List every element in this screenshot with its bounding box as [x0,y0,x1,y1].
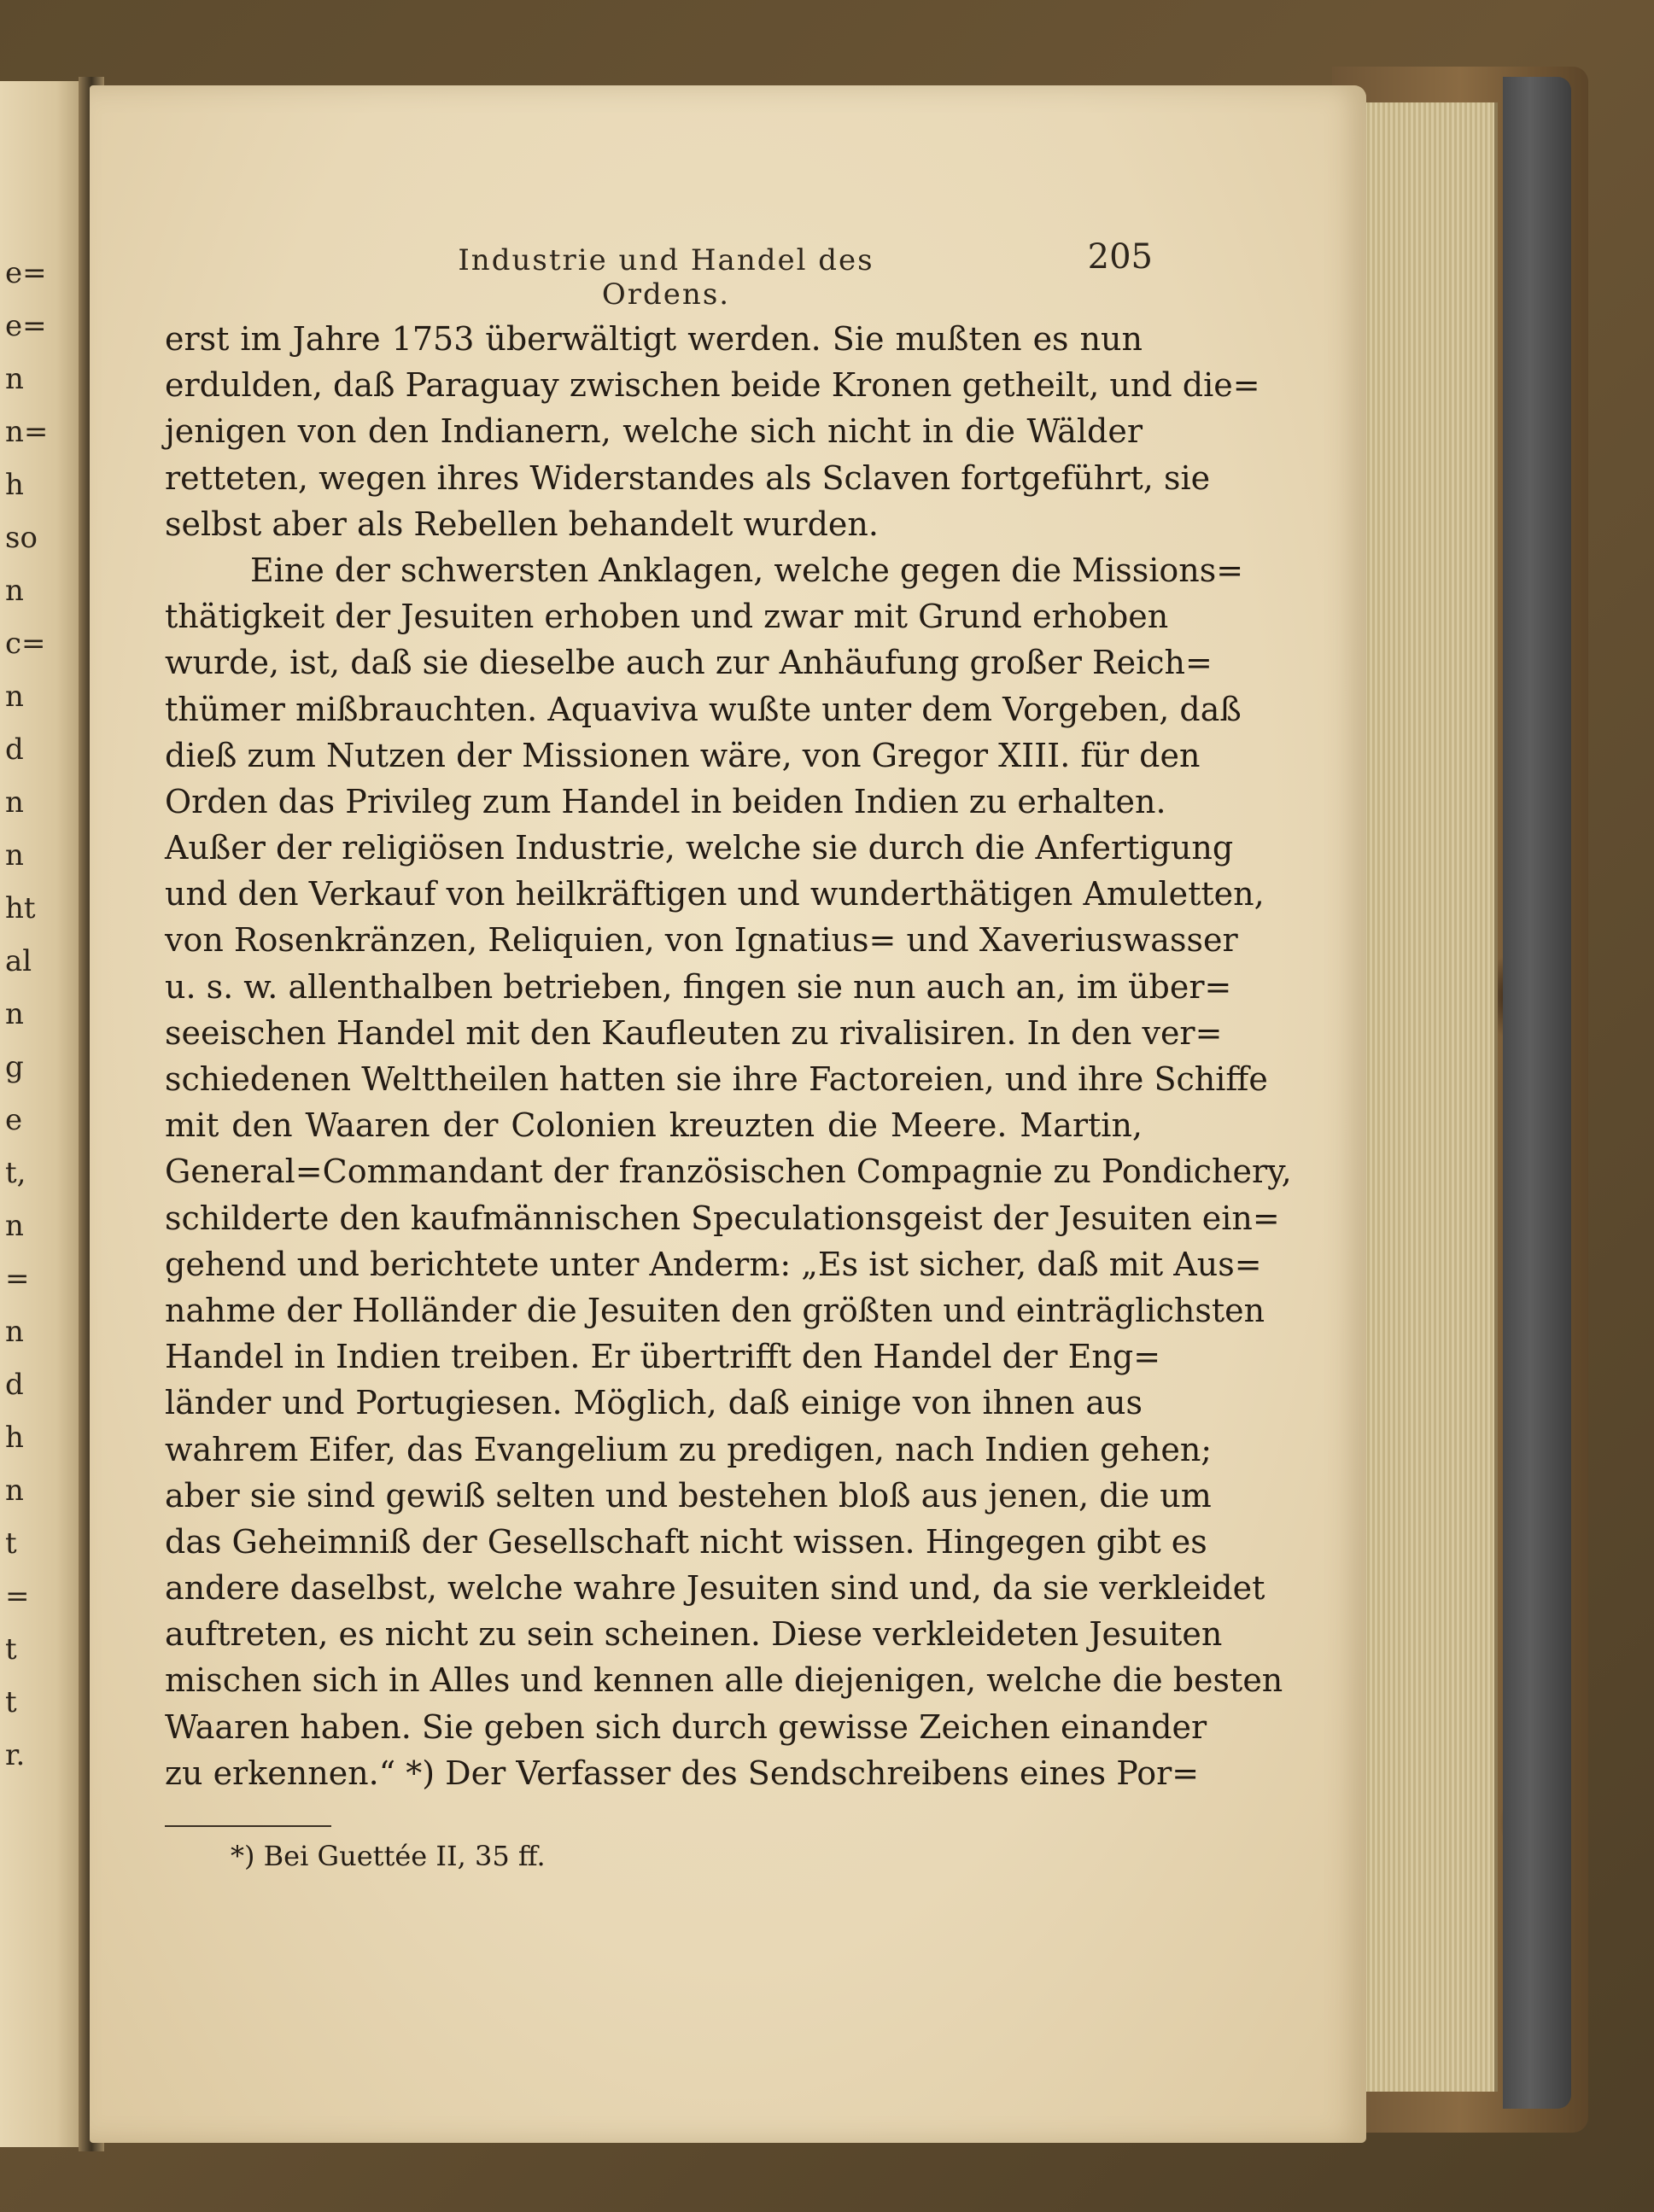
left-page-text-fragment: ht [5,891,36,925]
left-page-text-fragment: g [5,1050,24,1084]
text-line: wahrem Eifer, das Evangelium zu predigen, nach Indien gehen; [165,1430,1213,1468]
footnote-rule [165,1825,331,1827]
text-line: retteten, wegen ihres Widerstandes als Sclaven fortgeführt, sie [165,458,1211,497]
left-page-text-fragment: n [5,997,24,1031]
body-text [165,316,1292,1796]
left-page-fragment [0,81,81,2147]
text-line: Handel in Indien treiben. Er übertrifft den Handel der Eng= [165,1338,1161,1376]
text-line: u. s. w. allenthalben betrieben, fingen sie nun auch an, im über= [165,967,1232,1006]
left-page-text-fragment: r. [5,1738,26,1772]
text-line: von Rosenkränzen, Reliquien, von Ignatius= und Xaveriuswasser [165,921,1238,960]
left-page-text-fragment: n [5,680,24,714]
text-line: erdulden, daß Paraguay zwischen beide Kronen getheilt, und die= [165,366,1260,405]
text-line: nahme der Holländer die Jesuiten den größten und einträglichsten [165,1291,1265,1329]
text-line: wurde, ist, daß sie dieselbe auch zur Anhäufung großer Reich= [165,644,1213,682]
left-page-text-fragment: d [5,732,24,767]
text-line: länder und Portugiesen. Möglich, daß einige von ihnen aus [165,1384,1143,1422]
left-page-text-fragment: n [5,1209,24,1243]
left-page-text-fragment: n [5,362,24,396]
left-page-text-fragment: e [5,1103,23,1137]
text-line: jenigen von den Indianern, welche sich nicht in die Wälder [165,412,1143,451]
text-line: thätigkeit der Jesuiten erhoben und zwar mit Grund erhoben [165,598,1169,636]
page-edges [1349,102,1498,2092]
text-line: aber sie sind gewiß selten und bestehen bloß aus jenen, die um [165,1476,1212,1515]
text-line: zu erkennen.“ *) Der Verfasser des Sendschreibens eines Por= [165,1754,1200,1792]
text-line: Waaren haben. Sie geben sich durch gewisse Zeichen einander [165,1707,1207,1746]
text-line: auftreten, es nicht zu sein scheinen. Diese verkleideten Jesuiten [165,1615,1223,1654]
left-page-text-fragment: c= [5,627,46,661]
text-line: mischen sich in Alles und kennen alle diejenigen, welche die besten [165,1661,1283,1700]
text-line: schiedenen Welttheilen hatten sie ihre Factoreien, und ihre Schiffe [165,1060,1268,1098]
text-line: selbst aber als Rebellen behandelt wurden. [165,505,879,543]
left-page-text-fragment: = [5,1262,30,1296]
left-page-text-fragment: h [5,468,24,502]
left-page-text-fragment: h [5,1421,24,1455]
text-line: gehend und berichtete unter Anderm: „Es ist sicher, daß mit Aus= [165,1245,1262,1283]
left-page-text-fragment: e= [5,256,47,290]
text-line: erst im Jahre 1753 überwältigt werden. Sie mußten es nun [165,320,1143,358]
left-page-text-fragment: d [5,1368,24,1402]
text-line: Eine der schwersten Anklagen, welche gegen die Missions= [250,551,1244,589]
text-line: seeischen Handel mit den Kaufleuten zu rivalisiren. In den ver= [165,1013,1223,1052]
left-page-text-fragment: n [5,574,24,608]
text-line: Orden das Privileg zum Handel in beiden Indien zu erhalten. [165,782,1166,820]
text-line: und den Verkauf von heilkräftigen und wunderthätigen Amuletten, [165,875,1265,913]
left-page-text-fragment: n= [5,415,49,449]
left-page-text-fragment: t, [5,1156,26,1190]
text-line: General=Commandant der französischen Compagnie zu Pondichery, [165,1153,1292,1191]
left-page-text-fragment: e= [5,309,47,343]
left-page-text-fragment: n [5,838,24,873]
left-page-text-fragment: t [5,1632,17,1666]
page-number: 205 [1087,237,1153,277]
text-line: Außer der religiösen Industrie, welche sie durch die Anfertigung [165,829,1234,867]
book-cover-edge [1503,77,1571,2109]
text-line: schilderte den kaufmännischen Speculationsgeist der Jesuiten ein= [165,1199,1280,1237]
text-line: thümer mißbrauchten. Aquaviva wußte unter dem Vorgeben, daß [165,690,1242,728]
left-page-text-fragment: al [5,944,32,978]
text-line: dieß zum Nutzen der Missionen wäre, von Gregor XIII. für den [165,736,1201,774]
left-page-text-fragment: = [5,1579,30,1614]
left-page-text-fragment: t [5,1685,17,1719]
running-title: Industrie und Handel des Ordens. [458,243,874,312]
text-line: mit den Waaren der Colonien kreuzten die Meere. Martin, [165,1106,1143,1145]
left-page-text-fragment: t [5,1526,17,1561]
text-line: andere daselbst, welche wahre Jesuiten sind und, da sie verkleidet [165,1569,1265,1608]
left-page-text-fragment: n [5,1315,24,1349]
footnote: *) Bei Guettée II, 35 ff. [231,1840,546,1872]
left-page-text-fragment: n [5,1474,24,1508]
left-page-text-fragment: n [5,785,24,820]
text-line: das Geheimniß der Gesellschaft nicht wissen. Hingegen gibt es [165,1522,1207,1561]
left-page-text-fragment: so [5,521,38,555]
